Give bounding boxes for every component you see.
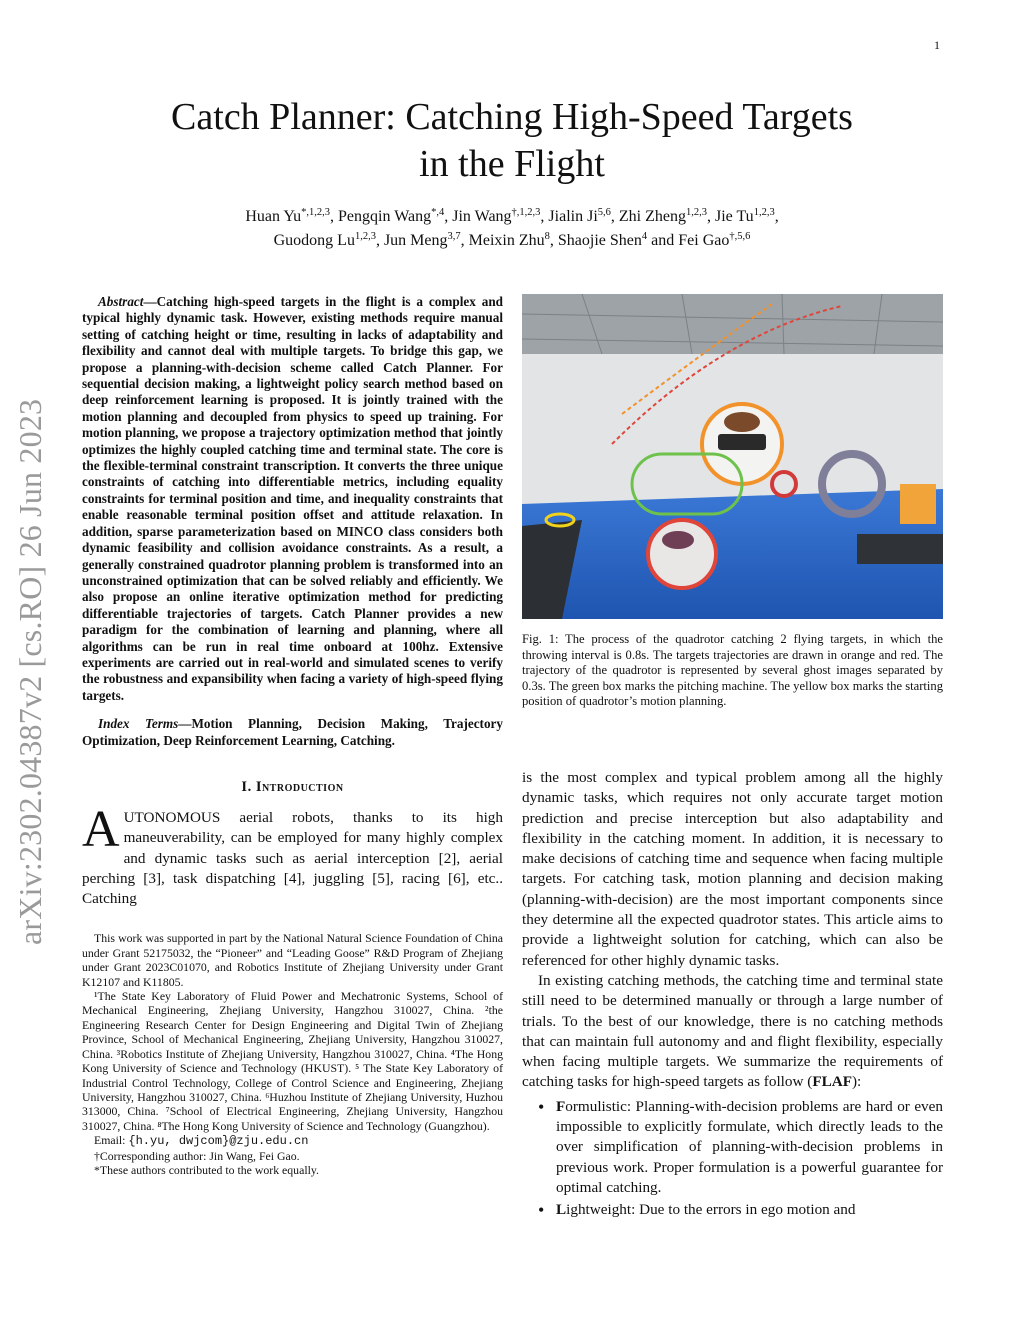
- index-terms-label: Index Terms: [98, 716, 179, 732]
- footnote-email: [82, 1133, 503, 1148]
- author-name: Zhi Zheng$^{1,2,3}$: [618, 207, 707, 225]
- footnotes: [82, 931, 503, 1177]
- author-name: Shaojie Shen$^4$: [557, 231, 648, 249]
- catching-net: [724, 412, 760, 432]
- author-affiliation-marker: †,5,6: [729, 231, 751, 242]
- dropcap-letter: A: [82, 800, 120, 858]
- flaf-acronym: FLAF: [812, 1073, 852, 1091]
- footnote-funding: This work was supported in part by the National Natural Science Foundation of China under Grant 52175032, the “Pioneer” and “Leading Goose” R&D Program of Zhejiang under Grant 2023C01070, and Robotics Institute of Zhejiang University under Grant K12107 and K11805.: [82, 931, 503, 989]
- author-affiliation-marker: 3,7: [447, 231, 461, 242]
- orange-obstacle: [900, 484, 936, 524]
- email-label: Email:: [94, 1133, 129, 1148]
- arxiv-stamp: arXiv:2302.04387v2 [cs.RO] 26 Jun 2023: [12, 398, 48, 945]
- abstract-label: Abstract: [98, 294, 144, 309]
- catching-net-red: [662, 531, 694, 549]
- quadrotor-body: [718, 434, 766, 450]
- footnote-affiliations: ¹The State Key Laboratory of Fluid Power and Mechatronic Systems, School of Mechanical Engineering, Zhejiang University, Hangzhou 310027, China. ²the Engineering Research Center for Design Engineering and Digital Twin of Zhejiang Province, School of Mechanical Engineering, Zhejiang University, Hangzhou 310027, China. ³Robotics Institute of Zhejiang University, Hangzhou 310027, China. ⁴The Hong Kong University of Science and Technology (HKUST). ⁵ The State Key Laboratory of Industrial Control Technology, College of Control Science and Engineering, Zhejiang University, Hangzhou 310027, China. ⁶Huzhou Institute of Zhejiang University, Huzhou 313000, China. ⁷School of Electrical Engineering, Zhejiang University, Hangzhou 310027, China. ⁸The Hong Kong University of Science and Technology (Guangzhou).: [82, 989, 503, 1133]
- page-number: 1: [934, 38, 940, 52]
- red-zoom-circle: [648, 520, 716, 588]
- bullet-text: ightweight: Due to the errors in ego motion and: [566, 1201, 856, 1219]
- author-name: Jialin Ji$^{5,6}$: [548, 207, 611, 225]
- right-column-text: [522, 768, 943, 1223]
- list-item: [522, 1200, 943, 1220]
- author-affiliation-marker: *,1,2,3: [301, 207, 331, 218]
- author-name: Pengqin Wang$^{*,4}$: [338, 207, 445, 225]
- right-paragraph-2-end: ):: [851, 1073, 862, 1091]
- author-affiliation-marker: *,4: [431, 207, 445, 218]
- footnote-equal-contribution: *These authors contributed to the work equally.: [94, 1162, 319, 1177]
- author-affiliation-marker: 1,2,3: [753, 207, 775, 218]
- right-paragraph-2: [522, 971, 943, 1093]
- author-affiliation-marker: †,1,2,3: [511, 207, 541, 218]
- author-name: Jie Tu$^{1,2,3}$: [714, 207, 775, 225]
- author-name: Fei Gao$^{\dagger,5,6}$: [678, 231, 751, 249]
- index-terms-text: —Motion Planning, Decision Making, Trajectory Optimization, Deep Reinforcement Learning, Catching.: [82, 716, 503, 748]
- index-terms: [82, 716, 503, 749]
- paper-title: Catch Planner: Catching High-Speed Targets in the Flight: [171, 96, 853, 185]
- abstract-text: —Catching high-speed targets in the flight is a complex and typical highly dynamic task. However, existing methods require manual setting of catching height or time, resulting in lacks of adaptability and flexibility and cannot deal with multiple targets. To bridge this gap, we propose a planning-with-decision scheme called Catch Planner. For sequential decision making, a lightweight policy search method based on deep reinforcement learning is proposed. It is jointly trained with the motion planning and decoupled from physics to speed up training. For motion planning, we propose a trajectory optimization method that jointly optimizes the highly coupled catching time and terminal state. The core is the flexible-terminal constraint transcription. It converts the three unique constraints of catching into differentiable metrics, including equality constraints for terminal position and time, and inequality constraints that enable reasonable terminal position offset and attitude relaxation. In addition, sparse parameterization based on MINCO class considers both dynamic feasibility and collision avoidance constraints. As a result, a generally constrained quadrotor planning problem is transformed into an unconstrained optimization that can be solved reliably and efficiently. We also propose an online iterative optimization method for predicting differentiable trajectories of targets. Catch Planner provides a new paradigm for the combination of learning and planning, where all algorithms can be run in real time onboard at 100hz. Extensive experiments are carried out in real-world and simulated scenes to verify the robustness and expansibility when facing a variety of high-speed flying targets.: [82, 294, 503, 703]
- author-name: Jun Meng$^{3,7}$: [383, 231, 461, 249]
- author-affiliation-marker: 1,2,3: [354, 231, 376, 242]
- figure-1-caption: Fig. 1: The process of the quadrotor catching 2 flying targets, in which the throwing interval is 0.8s. The targets trajectories are drawn in orange and red. The trajectory of the quadrotor is represented by several ghost images separated by 0.3s. The green box marks the pitching machine. The yellow box marks the starting position of quadrotor’s motion planning.: [522, 632, 943, 709]
- list-item: [522, 1097, 943, 1198]
- right-paragraph-2-text: In existing catching methods, the catching time and terminal state still need to be determined manually or through a large number of trials. To the best of our knowledge, there is no catching methods that can maintain full autonomy and and flight flexibility, especially when facing multiple targets. We summarize the requirements of catching tasks for high-speed targets as follow (: [522, 971, 943, 1091]
- author-name: Guodong Lu$^{1,2,3}$: [273, 231, 376, 249]
- author-name: Jin Wang$^{\dagger,1,2,3}$: [452, 207, 541, 225]
- intro-paragraph: [82, 800, 503, 909]
- right-paragraph-1: is the most complex and typical problem among all the highly dynamic tasks, which requires not only accurate target motion prediction and precise interception but also adaptability and flexibility in the catching moment. In addition, it is necessary to make decisions of catching time and sequence when facing multiple targets. For catching task, motion planning and decision making (planning-with-decision) are the most important components since they determine all the expected quadrotor states. This article aims to provide a lightweight solution for catching, which can also be referenced for other highly dynamic tasks.: [522, 769, 943, 969]
- table: [857, 534, 943, 564]
- bullet-initial: L: [556, 1201, 567, 1219]
- abstract: [82, 294, 503, 704]
- author-affiliation-marker: 8: [544, 231, 550, 242]
- author-affiliation-marker: 4: [641, 231, 648, 242]
- author-list: Huan $Yu^{*,1,2,3}$, Pengqin Wang$^{*,4}$, Jin Wang$^{\dagger,1,2,3}$, Jialin Ji$^{5,6}$, Zhi Zheng$^{1,2,3}$, Jie Tu$^{1,2,3}$, Guodong Lu$^{1,2,3}$, Jun Meng$^{3,7}$, Meixin Zhu$^8$, Shaojie Shen$^4$ and Fei Gao$^{\dagger,5,6}$: [245, 207, 779, 249]
- bullet-initial: F: [556, 1097, 566, 1115]
- requirements-list: [522, 1097, 943, 1221]
- left-column: [82, 294, 503, 1177]
- intro-text: UTONOMOUS aerial robots, thanks to its high maneuverability, can be employed for many highly complex and dynamic tasks such as aerial interception [2], aerial perching [3], task dispatching [4], juggling [5], racing [6], etc.. Catching: [82, 808, 503, 908]
- footnote-corresponding: †Corresponding author: Jin Wang, Fei Gao.: [94, 1148, 300, 1163]
- author-name: Huan $Yu^{*,1,2,3}$: [245, 207, 331, 225]
- figure-1-photo: [522, 294, 943, 619]
- email-address[interactable]: {h.yu, dwjcom}@zju.edu.cn: [128, 1134, 309, 1149]
- author-affiliation-marker: 1,2,3: [685, 207, 707, 218]
- catching-scene-illustration: [522, 294, 943, 619]
- author-name: Meixin Zhu$^8$: [468, 231, 550, 249]
- bullet-text: ormulistic: Planning-with-decision problems are hard or even impossible to explicitly formulate, which directly leads to the over simplification of planning-with-decision problems in previous work. Proper formulation is a powerful guarantee for optimal catching.: [556, 1097, 943, 1196]
- author-affiliation-marker: 5,6: [597, 207, 611, 218]
- section-heading-introduction: I. Introduction: [241, 778, 344, 795]
